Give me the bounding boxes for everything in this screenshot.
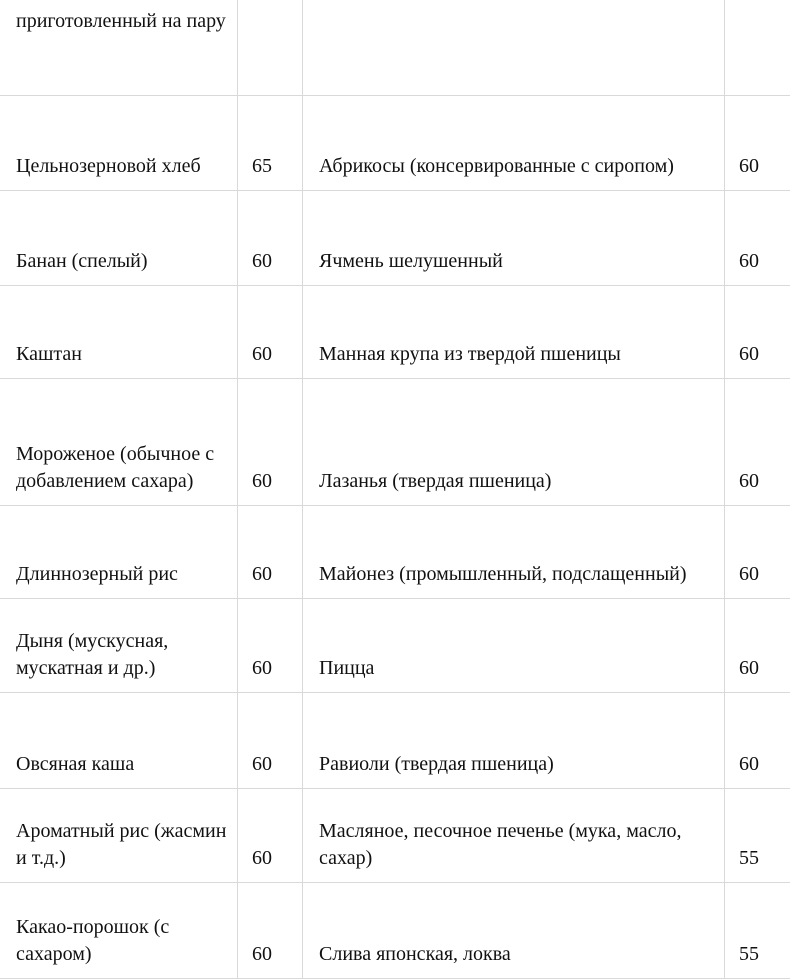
gi-value-cell: 60 — [238, 599, 303, 693]
gi-value-cell: 55 — [725, 789, 790, 883]
table-row — [0, 599, 790, 693]
food-name-cell: Какао-порошок (с сахаром) — [0, 883, 238, 979]
gi-value-cell: 60 — [238, 883, 303, 979]
food-name-cell: Ароматный рис (жасмин и т.д.) — [0, 789, 238, 883]
food-name-cell: Цельнозерновой хлеб — [0, 96, 238, 191]
food-name-cell — [303, 0, 725, 96]
table-row — [0, 379, 790, 506]
table-row — [0, 506, 790, 599]
food-name-cell: Каштан — [0, 286, 238, 379]
food-name-cell: Слива японская, локва — [303, 883, 725, 979]
food-name-cell: Лазанья (твердая пшеница) — [303, 379, 725, 506]
gi-value-cell — [725, 0, 790, 96]
gi-value-cell: 60 — [238, 286, 303, 379]
gi-value-cell: 65 — [238, 96, 303, 191]
food-name-cell: Манная крупа из твердой пшеницы — [303, 286, 725, 379]
gi-value-cell: 60 — [238, 506, 303, 599]
table-row — [0, 883, 790, 979]
food-name-cell: Дыня (мускусная, мускатная и др.) — [0, 599, 238, 693]
gi-value-cell: 60 — [725, 693, 790, 789]
gi-value-cell: 60 — [725, 379, 790, 506]
gi-value-cell: 60 — [238, 191, 303, 286]
food-name-cell: Масляное, песочное печенье (мука, масло, сахар) — [303, 789, 725, 883]
food-name-cell: Банан (спелый) — [0, 191, 238, 286]
gi-value-cell: 60 — [725, 286, 790, 379]
table-row — [0, 789, 790, 883]
table-row — [0, 0, 790, 96]
gi-value-cell — [238, 0, 303, 96]
gi-value-cell: 60 — [725, 191, 790, 286]
table-row — [0, 96, 790, 191]
gi-value-cell: 60 — [725, 506, 790, 599]
table-row — [0, 191, 790, 286]
gi-value-cell: 60 — [238, 379, 303, 506]
food-name-cell: Мороженое (обычное с добавлением сахара) — [0, 379, 238, 506]
food-name-cell: Длиннозерный рис — [0, 506, 238, 599]
food-name-cell: Овсяная каша — [0, 693, 238, 789]
gi-value-cell: 60 — [725, 96, 790, 191]
food-name-cell: Абрикосы (консервированные с сиропом) — [303, 96, 725, 191]
gi-value-cell: 60 — [725, 599, 790, 693]
gi-value-cell: 55 — [725, 883, 790, 979]
food-name-cell: Ячмень шелушенный — [303, 191, 725, 286]
food-name-cell: Майонез (промышленный, подслащенный) — [303, 506, 725, 599]
food-name-cell: Равиоли (твердая пшеница) — [303, 693, 725, 789]
food-name-cell: Пицца — [303, 599, 725, 693]
gi-value-cell: 60 — [238, 789, 303, 883]
gi-value-cell: 60 — [238, 693, 303, 789]
food-name-cell: приготовленный на пару — [0, 0, 238, 96]
table-row — [0, 286, 790, 379]
table-row — [0, 693, 790, 789]
